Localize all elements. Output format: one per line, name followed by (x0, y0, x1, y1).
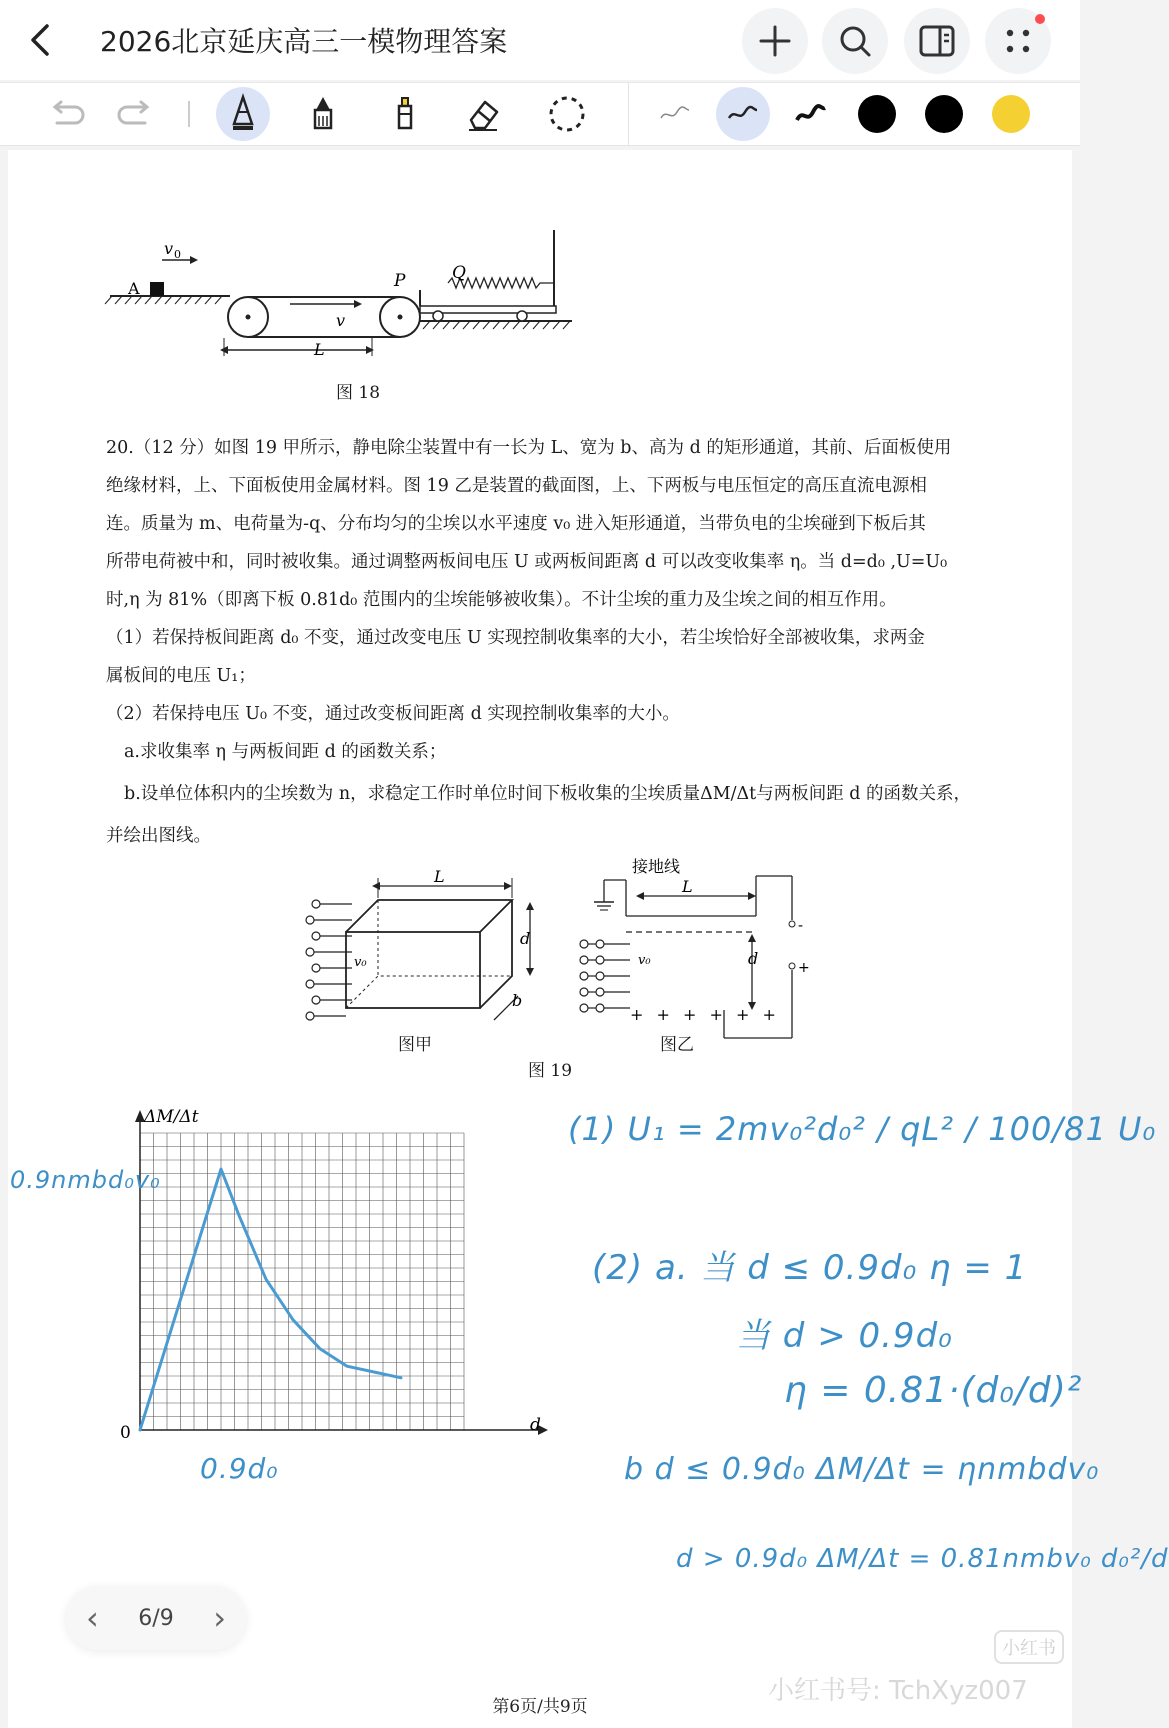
split-view-icon (918, 24, 956, 58)
chevron-left-icon (25, 22, 55, 58)
fig19b-ground-label: 接地线 (632, 857, 681, 876)
handwritten-answer-2a-1: (2) a. 当 d ≤ 0.9d₀ η = 1 (592, 1248, 1028, 1288)
figure-18-diagram (100, 230, 580, 370)
fig18-label-v0-sub: 0 (174, 248, 181, 261)
fig19a-label-d: d (520, 929, 531, 948)
problem-line: 所带电荷被中和，同时被收集。通过调整两板间电压 U 或两板间距离 d 可以改变收集率 η。当 d=d₀ ,U=U₀ (106, 552, 948, 572)
page-navigator (66, 1586, 246, 1650)
eraser-tool[interactable] (456, 87, 510, 141)
annotation-toolbar (0, 82, 1080, 146)
marker-icon (308, 94, 338, 134)
watermark-logo: 小红书 (994, 1630, 1064, 1664)
pen-tool[interactable] (216, 87, 270, 141)
toolbar-divider (188, 101, 190, 127)
redo-button[interactable] (108, 87, 162, 141)
stroke-medium[interactable] (716, 87, 770, 141)
handwritten-answer-2b-1: b d ≤ 0.9d₀ ΔM/Δt = ηnmbdv₀ (624, 1452, 1100, 1487)
fig18-label-v0: v (164, 239, 174, 258)
marker-tool[interactable] (296, 87, 350, 141)
problem-line: 20.（12 分）如图 19 甲所示，静电除尘装置中有一长为 L、宽为 b、高为 d 的矩形通道，其前、后面板使用 (106, 438, 952, 458)
figure-19b-diagram (578, 857, 818, 1040)
fig18-label-v: v (336, 311, 346, 330)
page-footer: 第6页/共9页 (492, 1697, 588, 1717)
x-axis-label: d (530, 1415, 541, 1435)
fig19a-label-l: L (434, 867, 445, 886)
fig19b-minus: - (798, 918, 804, 934)
handwritten-answer-2b-2: d > 0.9d₀ ΔM/Δt = 0.81nmbv₀ d₀²/d (676, 1544, 1169, 1574)
next-page-button[interactable]: › (213, 1599, 226, 1637)
color-black-2[interactable] (925, 95, 963, 133)
origin-label: 0 (120, 1423, 131, 1443)
more-dots-icon (1000, 23, 1036, 59)
highlighter-icon (390, 94, 420, 134)
svg-text:+ + + + + +: + + + + + + (630, 1005, 780, 1024)
fig18-label-l: L (314, 340, 325, 359)
answer-curve (140, 1169, 401, 1430)
stroke-medium-icon (725, 102, 761, 126)
search-icon (837, 23, 873, 59)
problem-line: 绝缘材料，上、下面板使用金属材料。图 19 乙是装置的截面图，上、下两板与电压恒定的高压直流电源相 (106, 476, 927, 496)
stroke-thick[interactable] (784, 87, 838, 141)
handwritten-answer-2a-3: η = 0.81·(d₀/d)² (784, 1370, 1083, 1411)
problem-line: a.求收集率 η 与两板间距 d 的函数关系； (124, 742, 447, 762)
search-button[interactable] (822, 8, 888, 74)
more-button[interactable] (985, 8, 1051, 74)
highlighter-tool[interactable] (378, 87, 432, 141)
top-bar (0, 0, 1080, 80)
problem-line: 并绘出图线。 (106, 826, 211, 846)
problem-line: b.设单位体积内的尘埃数为 n，求稳定工作时单位时间下板收集的尘埃质量ΔM/Δt与两板间距 d 的函数关系， (124, 784, 972, 804)
undo-button[interactable] (40, 87, 94, 141)
figure-18-caption: 图 18 (336, 383, 381, 403)
watermark-text: 小红书号: TchXyz007 (768, 1676, 1028, 1706)
pen-icon (228, 94, 258, 134)
handwritten-peak-label: 0.9nmbd₀v₀ (10, 1166, 161, 1194)
eraser-icon (463, 94, 503, 134)
undo-icon (47, 99, 87, 129)
fig18-label-q: Q (452, 263, 466, 283)
fig19b-label-l: L (682, 877, 693, 896)
fig19b-plus: + (798, 960, 810, 976)
fig19a-label-b: b (512, 991, 523, 1010)
fig19b-label-d: d (748, 949, 759, 968)
answer-graph (110, 1100, 550, 1450)
problem-line: （2）若保持电压 U₀ 不变，通过改变板间距离 d 实现控制收集率的大小。 (106, 704, 680, 724)
page-indicator: 6/9 (138, 1605, 174, 1631)
figure-19b-caption: 图乙 (660, 1035, 694, 1055)
back-button[interactable] (18, 18, 62, 62)
figure-19-caption: 图 19 (528, 1061, 573, 1081)
document-title: 2026北京延庆高三一模物理答案 (100, 25, 508, 58)
figure-19a-diagram (306, 867, 546, 1040)
handwritten-x-mark: 0.9d₀ (200, 1452, 279, 1485)
problem-line: （1）若保持板间距离 d₀ 不变，通过改变电压 U 实现控制收集率的大小，若尘埃恰好全部被收集，求两金 (106, 628, 925, 648)
handwritten-answer-1: (1) U₁ = 2mv₀²d₀² / qL² / 100/81 U₀ (568, 1110, 1157, 1148)
lasso-select-icon (547, 94, 587, 134)
color-black-1[interactable] (858, 95, 896, 133)
fig18-label-p: P (394, 271, 406, 291)
stroke-thin-icon (657, 102, 693, 126)
prev-page-button[interactable]: ‹ (86, 1599, 99, 1637)
problem-line: 连。质量为 m、电荷量为-q、分布均匀的尘埃以水平速度 v₀ 进入矩形通道，当带负电的尘埃碰到下板后其 (106, 514, 926, 534)
lasso-tool[interactable] (540, 87, 594, 141)
fig18-label-a: A (128, 279, 140, 298)
redo-icon (115, 99, 155, 129)
fig19b-label-v0: v₀ (638, 953, 651, 968)
split-view-button[interactable] (904, 8, 970, 74)
stroke-thick-icon (793, 102, 829, 126)
fig19a-label-v0: v₀ (354, 955, 367, 970)
problem-line: 属板间的电压 U₁； (106, 666, 256, 686)
problem-line: 时,η 为 81%（即离下板 0.81d₀ 范围内的尘埃能够被收集）。不计尘埃的重力及尘埃之间的相互作用。 (106, 590, 897, 610)
add-button[interactable] (742, 8, 808, 74)
color-yellow[interactable] (992, 95, 1030, 133)
plus-icon (757, 23, 793, 59)
toolbar-separator (628, 83, 629, 145)
graph-grid (140, 1133, 464, 1430)
figure-19a-caption: 图甲 (398, 1035, 432, 1055)
notification-badge (1035, 14, 1045, 24)
y-axis-label: ΔM/Δt (144, 1107, 199, 1127)
stroke-thin[interactable] (648, 87, 702, 141)
handwritten-answer-2a-2: 当 d > 0.9d₀ (736, 1316, 953, 1356)
